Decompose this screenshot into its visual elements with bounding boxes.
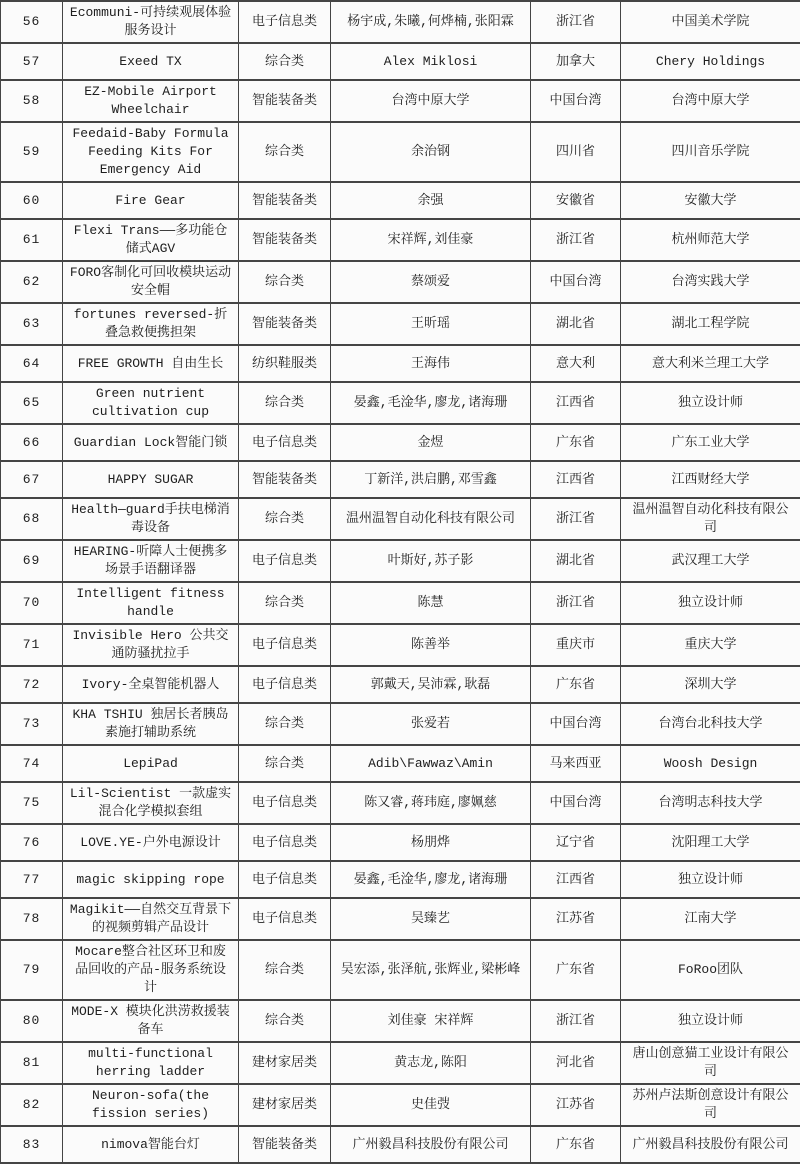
table-row bbox=[1, 1000, 800, 1042]
entry-name-cell: Exeed TX bbox=[63, 43, 239, 80]
province-cell: 浙江省 bbox=[531, 1000, 621, 1042]
province-cell: 意大利 bbox=[531, 345, 621, 382]
institution-cell: 广东工业大学 bbox=[621, 424, 800, 461]
table-row bbox=[1, 1084, 800, 1126]
table-row bbox=[1, 824, 800, 861]
entry-number-cell: 81 bbox=[1, 1042, 63, 1084]
entry-name-cell: FORO客制化可回收模块运动安全帽 bbox=[63, 261, 239, 303]
entry-name-cell: LepiPad bbox=[63, 745, 239, 782]
province-cell: 马来西亚 bbox=[531, 745, 621, 782]
entry-number-cell: 59 bbox=[1, 122, 63, 182]
institution-cell: FoRoo团队 bbox=[621, 940, 800, 1000]
province-cell: 湖北省 bbox=[531, 540, 621, 582]
category-cell: 建材家居类 bbox=[239, 1042, 331, 1084]
category-cell: 电子信息类 bbox=[239, 824, 331, 861]
designers-cell: 台湾中原大学 bbox=[331, 80, 531, 122]
entry-number-cell: 76 bbox=[1, 824, 63, 861]
institution-cell: 独立设计师 bbox=[621, 382, 800, 424]
category-cell: 综合类 bbox=[239, 498, 331, 540]
entry-name-cell: Ivory-全桌智能机器人 bbox=[63, 666, 239, 703]
entry-name-cell: fortunes reversed-折叠急救便携担架 bbox=[63, 303, 239, 345]
designers-cell: 陈又睿,蒋玮庭,廖姵慈 bbox=[331, 782, 531, 824]
entry-name-cell: Invisible Hero 公共交通防骚扰拉手 bbox=[63, 624, 239, 666]
entry-name-cell: Guardian Lock智能门锁 bbox=[63, 424, 239, 461]
institution-cell: 意大利米兰理工大学 bbox=[621, 345, 800, 382]
entry-name-cell: magic skipping rope bbox=[63, 861, 239, 898]
designers-cell: 晏鑫,毛淦华,廖龙,诸海珊 bbox=[331, 861, 531, 898]
institution-cell: 台湾台北科技大学 bbox=[621, 703, 800, 745]
province-cell: 江苏省 bbox=[531, 898, 621, 940]
entry-number-cell: 62 bbox=[1, 261, 63, 303]
designers-cell: 杨朋烨 bbox=[331, 824, 531, 861]
entry-number-cell: 71 bbox=[1, 624, 63, 666]
table-row bbox=[1, 898, 800, 940]
designers-cell: 吴臻艺 bbox=[331, 898, 531, 940]
province-cell: 浙江省 bbox=[531, 219, 621, 261]
category-cell: 电子信息类 bbox=[239, 666, 331, 703]
institution-cell: 唐山创意猫工业设计有限公司 bbox=[621, 1042, 800, 1084]
entry-number-cell: 57 bbox=[1, 43, 63, 80]
institution-cell: 江南大学 bbox=[621, 898, 800, 940]
entry-number-cell: 58 bbox=[1, 80, 63, 122]
table-row bbox=[1, 540, 800, 582]
province-cell: 河北省 bbox=[531, 1042, 621, 1084]
designers-cell: 郭戴天,吴沛霖,耿磊 bbox=[331, 666, 531, 703]
designers-cell: 金煜 bbox=[331, 424, 531, 461]
province-cell: 广东省 bbox=[531, 940, 621, 1000]
category-cell: 综合类 bbox=[239, 940, 331, 1000]
entry-name-cell: Health—guard手扶电梯消毒设备 bbox=[63, 498, 239, 540]
entry-number-cell: 63 bbox=[1, 303, 63, 345]
table-row bbox=[1, 498, 800, 540]
institution-cell: 台湾中原大学 bbox=[621, 80, 800, 122]
institution-cell: 四川音乐学院 bbox=[621, 122, 800, 182]
institution-cell: 重庆大学 bbox=[621, 624, 800, 666]
institution-cell: 安徽大学 bbox=[621, 182, 800, 219]
table-row bbox=[1, 303, 800, 345]
designers-cell: 温州温智自动化科技有限公司 bbox=[331, 498, 531, 540]
designers-cell: 宋祥辉,刘佳豪 bbox=[331, 219, 531, 261]
designers-cell: 吴宏添,张泽航,张辉业,梁彬峰 bbox=[331, 940, 531, 1000]
entries-table-body bbox=[1, 1, 800, 1163]
category-cell: 综合类 bbox=[239, 261, 331, 303]
province-cell: 中国台湾 bbox=[531, 703, 621, 745]
designers-cell: 陈善举 bbox=[331, 624, 531, 666]
entry-name-cell: EZ-Mobile Airport Wheelchair bbox=[63, 80, 239, 122]
category-cell: 综合类 bbox=[239, 582, 331, 624]
province-cell: 中国台湾 bbox=[531, 261, 621, 303]
entry-name-cell: Ecommuni-可持续观展体验服务设计 bbox=[63, 1, 239, 43]
category-cell: 综合类 bbox=[239, 703, 331, 745]
table-row bbox=[1, 861, 800, 898]
entry-name-cell: Flexi Trans——多功能仓储式AGV bbox=[63, 219, 239, 261]
entry-name-cell: KHA TSHIU 独居长者胰岛素施打辅助系统 bbox=[63, 703, 239, 745]
institution-cell: 苏州卢法斯创意设计有限公司 bbox=[621, 1084, 800, 1126]
table-row bbox=[1, 382, 800, 424]
entry-number-cell: 64 bbox=[1, 345, 63, 382]
province-cell: 重庆市 bbox=[531, 624, 621, 666]
designers-cell: 黄志龙,陈阳 bbox=[331, 1042, 531, 1084]
table-row bbox=[1, 122, 800, 182]
institution-cell: 独立设计师 bbox=[621, 861, 800, 898]
entry-name-cell: nimova智能台灯 bbox=[63, 1126, 239, 1163]
table-row bbox=[1, 666, 800, 703]
entry-number-cell: 65 bbox=[1, 382, 63, 424]
designers-cell: 广州毅昌科技股份有限公司 bbox=[331, 1126, 531, 1163]
designers-cell: Adib\Fawwaz\Amin bbox=[331, 745, 531, 782]
entry-name-cell: HEARING-听障人士便携多场景手语翻译器 bbox=[63, 540, 239, 582]
province-cell: 广东省 bbox=[531, 1126, 621, 1163]
designers-cell: 张爱若 bbox=[331, 703, 531, 745]
province-cell: 广东省 bbox=[531, 666, 621, 703]
table-row bbox=[1, 345, 800, 382]
institution-cell: 独立设计师 bbox=[621, 582, 800, 624]
entry-number-cell: 70 bbox=[1, 582, 63, 624]
entry-name-cell: LOVE.YE-户外电源设计 bbox=[63, 824, 239, 861]
province-cell: 江西省 bbox=[531, 382, 621, 424]
designers-cell: 史佳弢 bbox=[331, 1084, 531, 1126]
table-row bbox=[1, 1042, 800, 1084]
entry-number-cell: 60 bbox=[1, 182, 63, 219]
entry-name-cell: FREE GROWTH 自由生长 bbox=[63, 345, 239, 382]
category-cell: 智能装备类 bbox=[239, 219, 331, 261]
category-cell: 综合类 bbox=[239, 122, 331, 182]
institution-cell: 江西财经大学 bbox=[621, 461, 800, 498]
category-cell: 综合类 bbox=[239, 1000, 331, 1042]
province-cell: 江西省 bbox=[531, 861, 621, 898]
category-cell: 电子信息类 bbox=[239, 782, 331, 824]
entry-number-cell: 80 bbox=[1, 1000, 63, 1042]
category-cell: 建材家居类 bbox=[239, 1084, 331, 1126]
institution-cell: 广州毅昌科技股份有限公司 bbox=[621, 1126, 800, 1163]
designers-cell: 晏鑫,毛淦华,廖龙,诸海珊 bbox=[331, 382, 531, 424]
table-row bbox=[1, 940, 800, 1000]
entry-name-cell: Mocare整合社区环卫和废品回收的产品-服务系统设计 bbox=[63, 940, 239, 1000]
designers-cell: 蔡颂爱 bbox=[331, 261, 531, 303]
category-cell: 综合类 bbox=[239, 382, 331, 424]
province-cell: 四川省 bbox=[531, 122, 621, 182]
table-row bbox=[1, 624, 800, 666]
category-cell: 智能装备类 bbox=[239, 461, 331, 498]
table-row bbox=[1, 43, 800, 80]
entry-name-cell: multi-functional herring ladder bbox=[63, 1042, 239, 1084]
entry-name-cell: Feedaid-Baby Formula Feeding Kits For Emergency Aid bbox=[63, 122, 239, 182]
category-cell: 电子信息类 bbox=[239, 861, 331, 898]
table-row bbox=[1, 424, 800, 461]
entry-number-cell: 67 bbox=[1, 461, 63, 498]
designers-cell: 余强 bbox=[331, 182, 531, 219]
province-cell: 浙江省 bbox=[531, 582, 621, 624]
institution-cell: 湖北工程学院 bbox=[621, 303, 800, 345]
table-row bbox=[1, 582, 800, 624]
entry-number-cell: 73 bbox=[1, 703, 63, 745]
entry-number-cell: 75 bbox=[1, 782, 63, 824]
institution-cell: 武汉理工大学 bbox=[621, 540, 800, 582]
institution-cell: 中国美术学院 bbox=[621, 1, 800, 43]
province-cell: 中国台湾 bbox=[531, 782, 621, 824]
entry-number-cell: 77 bbox=[1, 861, 63, 898]
table-row bbox=[1, 261, 800, 303]
entry-name-cell: Intelligent fitness handle bbox=[63, 582, 239, 624]
designers-cell: 丁新洋,洪启鹏,邓雪鑫 bbox=[331, 461, 531, 498]
designers-cell: 叶斯好,苏子影 bbox=[331, 540, 531, 582]
category-cell: 纺织鞋服类 bbox=[239, 345, 331, 382]
entry-number-cell: 79 bbox=[1, 940, 63, 1000]
table-row bbox=[1, 80, 800, 122]
entry-number-cell: 56 bbox=[1, 1, 63, 43]
entry-name-cell: Green nutrient cultivation cup bbox=[63, 382, 239, 424]
entry-number-cell: 66 bbox=[1, 424, 63, 461]
entry-number-cell: 82 bbox=[1, 1084, 63, 1126]
category-cell: 综合类 bbox=[239, 43, 331, 80]
institution-cell: 独立设计师 bbox=[621, 1000, 800, 1042]
entry-number-cell: 72 bbox=[1, 666, 63, 703]
province-cell: 江西省 bbox=[531, 461, 621, 498]
institution-cell: Chery Holdings bbox=[621, 43, 800, 80]
province-cell: 浙江省 bbox=[531, 498, 621, 540]
province-cell: 辽宁省 bbox=[531, 824, 621, 861]
province-cell: 加拿大 bbox=[531, 43, 621, 80]
category-cell: 综合类 bbox=[239, 745, 331, 782]
entry-name-cell: MODE-X 模块化洪涝救援装备车 bbox=[63, 1000, 239, 1042]
institution-cell: 杭州师范大学 bbox=[621, 219, 800, 261]
institution-cell: 温州温智自动化科技有限公司 bbox=[621, 498, 800, 540]
table-row bbox=[1, 1, 800, 43]
entry-number-cell: 69 bbox=[1, 540, 63, 582]
province-cell: 湖北省 bbox=[531, 303, 621, 345]
category-cell: 智能装备类 bbox=[239, 182, 331, 219]
category-cell: 电子信息类 bbox=[239, 540, 331, 582]
province-cell: 江苏省 bbox=[531, 1084, 621, 1126]
designers-cell: 王海伟 bbox=[331, 345, 531, 382]
category-cell: 电子信息类 bbox=[239, 1, 331, 43]
entry-name-cell: Fire Gear bbox=[63, 182, 239, 219]
table-row bbox=[1, 703, 800, 745]
entry-name-cell: HAPPY SUGAR bbox=[63, 461, 239, 498]
designers-cell: 刘佳豪 宋祥辉 bbox=[331, 1000, 531, 1042]
category-cell: 电子信息类 bbox=[239, 624, 331, 666]
entry-number-cell: 74 bbox=[1, 745, 63, 782]
entry-number-cell: 68 bbox=[1, 498, 63, 540]
designers-cell: Alex Miklosi bbox=[331, 43, 531, 80]
institution-cell: 台湾明志科技大学 bbox=[621, 782, 800, 824]
entry-number-cell: 78 bbox=[1, 898, 63, 940]
table-row bbox=[1, 461, 800, 498]
category-cell: 智能装备类 bbox=[239, 303, 331, 345]
category-cell: 智能装备类 bbox=[239, 80, 331, 122]
category-cell: 电子信息类 bbox=[239, 424, 331, 461]
province-cell: 浙江省 bbox=[531, 1, 621, 43]
designers-cell: 余治钢 bbox=[331, 122, 531, 182]
category-cell: 电子信息类 bbox=[239, 898, 331, 940]
category-cell: 智能装备类 bbox=[239, 1126, 331, 1163]
province-cell: 中国台湾 bbox=[531, 80, 621, 122]
entry-name-cell: Lil-Scientist 一款虚实混合化学模拟套组 bbox=[63, 782, 239, 824]
province-cell: 广东省 bbox=[531, 424, 621, 461]
table-row bbox=[1, 182, 800, 219]
entry-name-cell: Magikit——自然交互背景下的视频剪辑产品设计 bbox=[63, 898, 239, 940]
entry-number-cell: 83 bbox=[1, 1126, 63, 1163]
province-cell: 安徽省 bbox=[531, 182, 621, 219]
table-row bbox=[1, 782, 800, 824]
designers-cell: 王昕瑶 bbox=[331, 303, 531, 345]
table-row bbox=[1, 745, 800, 782]
institution-cell: 台湾实践大学 bbox=[621, 261, 800, 303]
institution-cell: 沈阳理工大学 bbox=[621, 824, 800, 861]
table-row bbox=[1, 219, 800, 261]
entry-name-cell: Neuron-sofa(the fission series) bbox=[63, 1084, 239, 1126]
entry-number-cell: 61 bbox=[1, 219, 63, 261]
designers-cell: 陈慧 bbox=[331, 582, 531, 624]
institution-cell: 深圳大学 bbox=[621, 666, 800, 703]
institution-cell: Woosh Design bbox=[621, 745, 800, 782]
table-row bbox=[1, 1126, 800, 1163]
designers-cell: 杨宇成,朱曦,何烨楠,张阳霖 bbox=[331, 1, 531, 43]
